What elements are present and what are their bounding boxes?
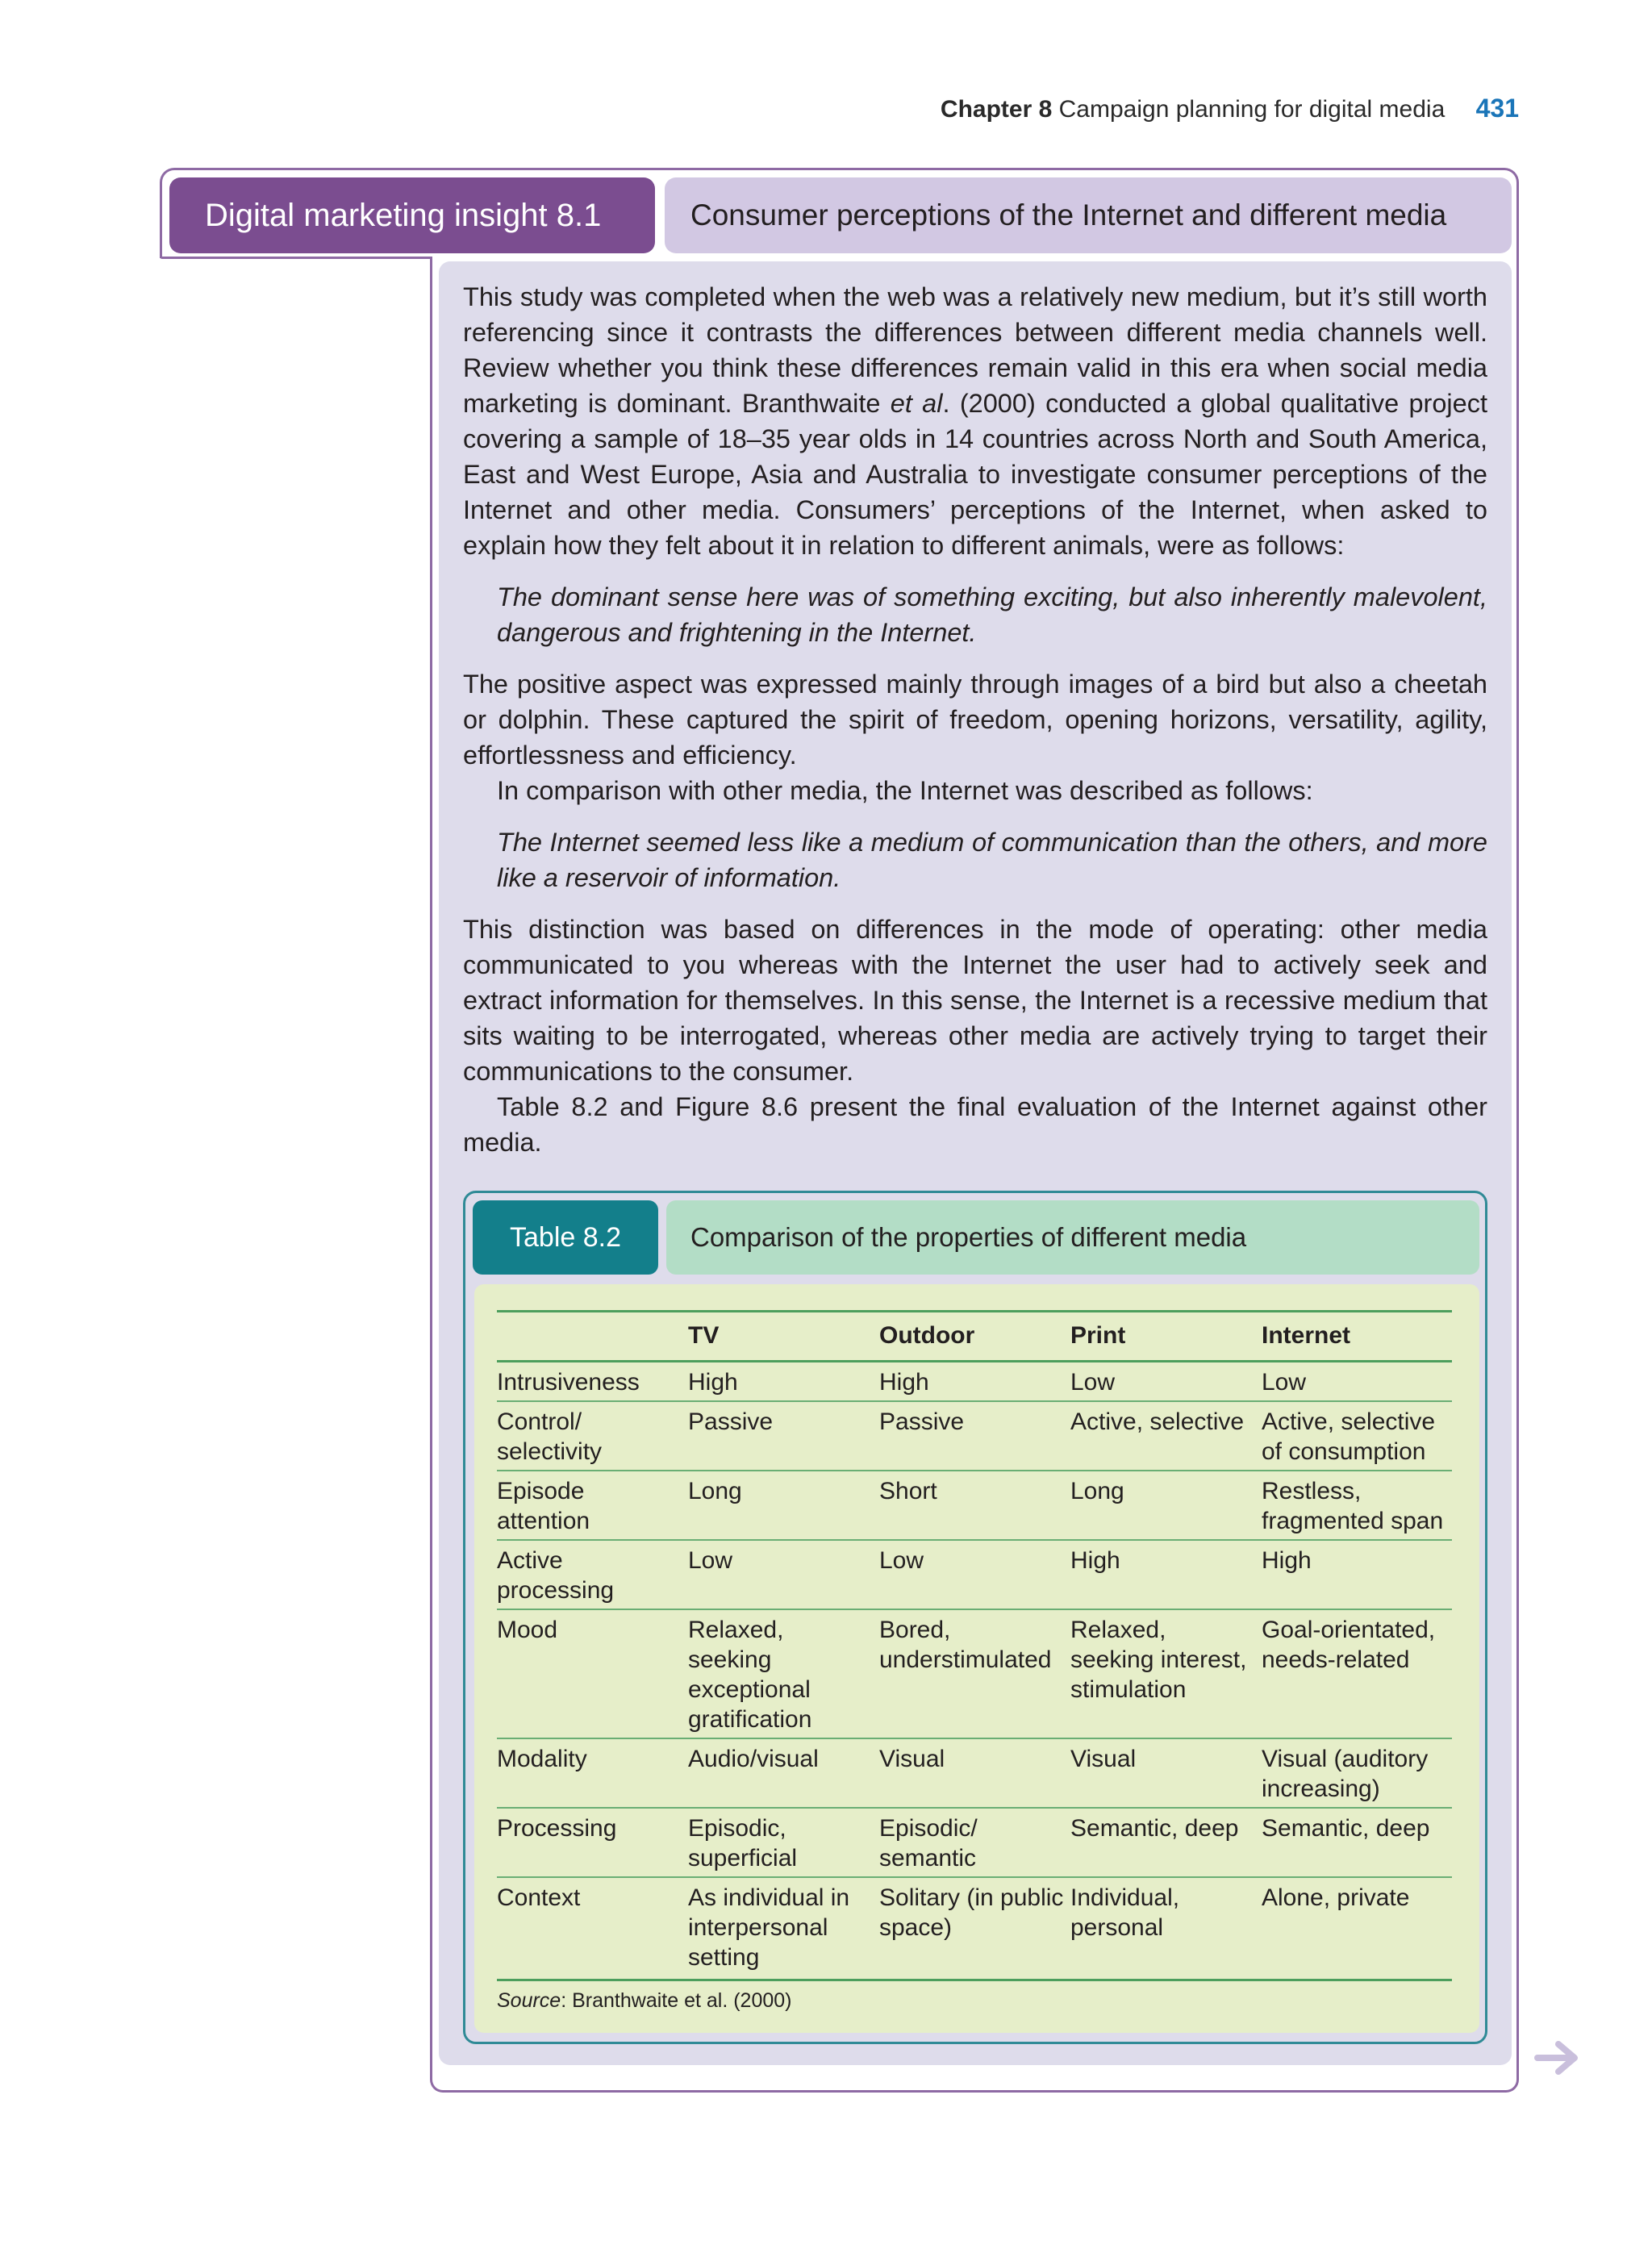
header-cell: Outdoor (879, 1312, 1070, 1362)
paragraph-5: Table 8.2 and Figure 8.6 present the final evaluation of the Internet against other media. (463, 1092, 1487, 1157)
table-cell: Audio/visual (688, 1738, 879, 1808)
table-cell: Relaxed, seeking interest, stimulation (1070, 1609, 1262, 1738)
table-row (497, 1877, 1452, 1980)
table-cell: Long (1070, 1471, 1262, 1540)
table-cell: Solitary (in public space) (879, 1877, 1070, 1980)
table-cell: Visual (auditory increasing) (1262, 1738, 1452, 1808)
table-label: Table 8.2 (473, 1200, 658, 1275)
row-label: Processing (497, 1808, 688, 1877)
table-cell: Episodic, superficial (688, 1808, 879, 1877)
quote-2: The Internet seemed less like a medium of communication than the others, and more like a reservoir of information. (497, 828, 1487, 892)
paragraph-4: This distinction was based on differences in the mode of operating: other media communicated to you whereas with the Internet the user had to actively seek and extract information for themselves. In this sense, the Internet is a recessive medium that sits waiting to be interrogated, whereas other media are actively trying to target their communications to the consumer. (463, 915, 1487, 1086)
header-cell: Print (1070, 1312, 1262, 1362)
table-row (497, 1401, 1452, 1471)
table-cell: Bored, understimulated (879, 1609, 1070, 1738)
table-cell: Episodic/ semantic (879, 1808, 1070, 1877)
table-row (497, 1362, 1452, 1402)
table-header-row (497, 1312, 1452, 1362)
header-cell: Internet (1262, 1312, 1452, 1362)
table-cell: High (688, 1362, 879, 1402)
source-text: : Branthwaite et al. (2000) (561, 1989, 792, 2012)
table-cell: Short (879, 1471, 1070, 1540)
running-head (941, 94, 1519, 123)
table-cell: Relaxed, seeking exceptional gratification (688, 1609, 879, 1738)
table-cell: Low (688, 1540, 879, 1609)
table-cell: Alone, private (1262, 1877, 1452, 1980)
insight-label: Digital marketing insight 8.1 (169, 177, 655, 253)
row-label: Control/ selectivity (497, 1401, 688, 1471)
row-label: Active processing (497, 1540, 688, 1609)
insight-body (463, 279, 1487, 1160)
table-cell: High (879, 1362, 1070, 1402)
table-source (497, 1989, 792, 2013)
paragraph-2: The positive aspect was expressed mainly through images of a bird but also a cheetah or dolphin. These captured the spirit of freedom, opening horizons, versatility, agility, effortlessness and efficiency. (463, 670, 1487, 770)
table-cell: Visual (879, 1738, 1070, 1808)
table-cell: Active, selective (1070, 1401, 1262, 1471)
insight-frame-edge (160, 257, 432, 259)
table-cell: Active, selective of consumption (1262, 1401, 1452, 1471)
paragraph-1: This study was completed when the web was a relatively new medium, but it’s still worth referencing since it contrasts the differences between different media channels well. Review whether you think these differences remain valid in this era when social media marketing is dominant. Branthwaite et al. (2000) conducted a global qualitative project covering a sample of 18–35 year olds in 14 countries across North and South America, East and West Europe, Asia and Australia to investigate consumer perceptions of the Internet and other media. Consumers’ perceptions of the Internet, when asked to explain how they felt about it in relation to different animals, were as follows: (463, 282, 1488, 560)
chapter-number: Chapter 8 (940, 96, 1053, 123)
source-label: Source (497, 1989, 561, 2012)
table-cell: High (1070, 1540, 1262, 1609)
table-cell: Goal-orientated, needs-related (1262, 1609, 1452, 1738)
table-row (497, 1471, 1452, 1540)
table-cell: Passive (688, 1401, 879, 1471)
media-comparison-table (497, 1310, 1452, 1981)
page-number: 431 (1475, 94, 1519, 123)
header-cell (497, 1312, 688, 1362)
table-row (497, 1808, 1452, 1877)
chapter-title: Campaign planning for digital media (1058, 96, 1446, 123)
table-cell: As individual in interpersonal setting (688, 1877, 879, 1980)
row-label: Context (497, 1877, 688, 1980)
table-cell: Low (1070, 1362, 1262, 1402)
table-cell: Low (1262, 1362, 1452, 1402)
table-cell: Low (879, 1540, 1070, 1609)
table-row (497, 1540, 1452, 1609)
row-label: Modality (497, 1738, 688, 1808)
table-cell: Semantic, deep (1070, 1808, 1262, 1877)
table-row (497, 1738, 1452, 1808)
table-title: Comparison of the properties of different media (666, 1200, 1479, 1275)
table-cell: Individual, personal (1070, 1877, 1262, 1980)
row-label: Intrusiveness (497, 1362, 688, 1402)
insight-title: Consumer perceptions of the Internet and different media (665, 177, 1512, 253)
paragraph-3: In comparison with other media, the Internet was described as follows: (497, 776, 1313, 805)
table-cell: Long (688, 1471, 879, 1540)
header-cell: TV (688, 1312, 879, 1362)
table-cell: Semantic, deep (1262, 1808, 1452, 1877)
row-label: Episode attention (497, 1471, 688, 1540)
table-cell: Passive (879, 1401, 1070, 1471)
table-cell: High (1262, 1540, 1452, 1609)
table-cell: Visual (1070, 1738, 1262, 1808)
quote-1: The dominant sense here was of something exciting, but also inherently malevolent, dangerous and frightening in the Internet. (497, 582, 1487, 647)
table-row (497, 1609, 1452, 1738)
row-label: Mood (497, 1609, 688, 1738)
table-cell: Restless, fragmented span (1262, 1471, 1452, 1540)
et-al: et al (890, 389, 943, 418)
arrow-right-icon (1533, 2038, 1581, 2078)
